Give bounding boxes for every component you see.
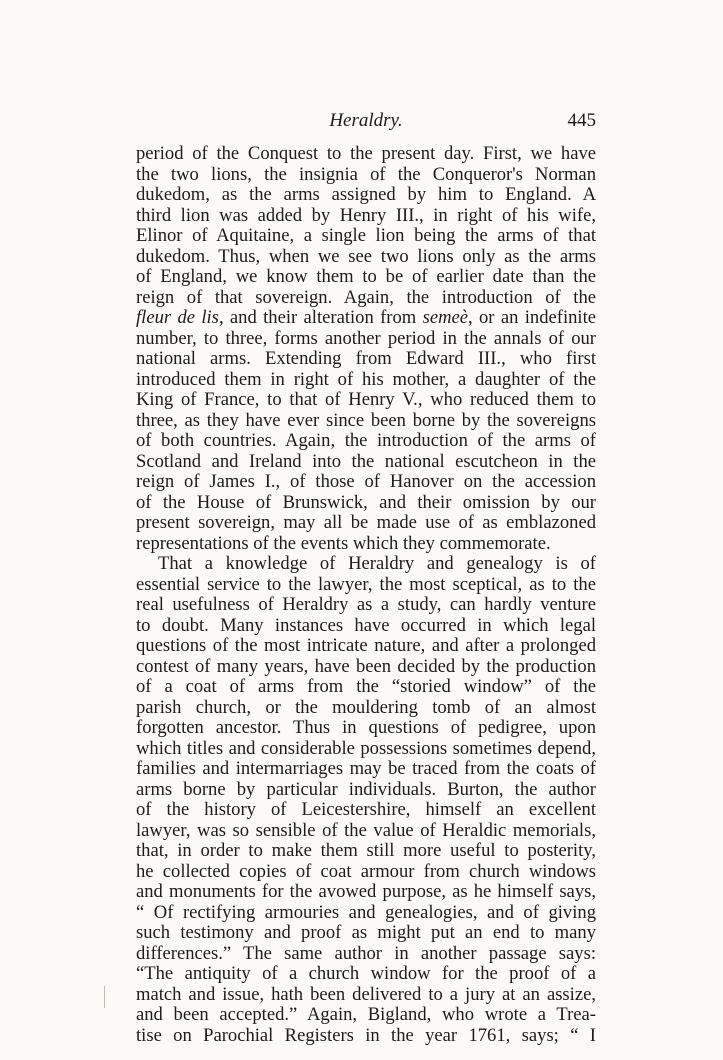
text-line: real usefulness of Heraldry as a study, can hardly venture [136, 594, 596, 615]
text-line: Elinor of Aquitaine, a single lion being the arms of that [136, 225, 596, 246]
text-line: present sovereign, may all be made use of as emblazoned [136, 512, 596, 533]
text-line: differences.” The same author in another passage says: [136, 942, 596, 964]
text-line: contest of many years, have been decided by the production [136, 655, 596, 677]
text-line: to doubt. Many instances have occurred in which legal [136, 614, 596, 636]
text-line: questions of the most intricate nature, and after a prolonged [136, 635, 596, 656]
text-line: tise on Parochial Registers in the year 1761, says; “ I [136, 1024, 596, 1046]
text-line: which titles and considerable possessions sometimes depend, [136, 737, 596, 759]
text-line: families and intermarriages may be traced from the coats of [136, 758, 596, 779]
text-line: third lion was added by Henry III., in right of his wife, [136, 204, 596, 226]
text-line: King of France, to that of Henry V., who reduced them to [136, 389, 596, 410]
text-line: “The antiquity of a church window for the proof of a [136, 963, 596, 984]
text-line: essential service to the lawyer, the most sceptical, as to the [136, 573, 596, 595]
text-line: dukedom. Thus, when we see two lions only as the arms [136, 245, 596, 267]
body-text [136, 144, 596, 1046]
text-line: fleur de lis, and their alteration from semeè, or an indefinite [136, 307, 596, 328]
text-line: that, in order to make them still more useful to posterity, [136, 840, 596, 861]
text-line: of a coat of arms from the “storied window” of the [136, 676, 596, 697]
text-line: representations of the events which they commemorate. [136, 532, 551, 554]
text-line: the two lions, the insignia of the Conqueror's Norman [136, 163, 596, 185]
text-line: arms borne by particular individuals. Burton, the author [136, 778, 596, 800]
running-title: Heraldry. [329, 110, 403, 131]
text-line: “ Of rectifying armouries and genealogies, and of giving [136, 901, 596, 923]
text-line: such testimony and proof as might put an end to many [136, 922, 596, 943]
page-number: 445 [567, 110, 596, 131]
page-header [136, 104, 596, 138]
text-line: Scotland and Ireland into the national escutcheon in the [136, 450, 596, 472]
text-line: introduced them in right of his mother, a daughter of the [136, 368, 596, 390]
text-line: period of the Conquest to the present day. First, we have [136, 143, 596, 164]
text-line: and been accepted.” Again, Bigland, who wrote a Trea- [136, 1004, 596, 1025]
text-line: national arms. Extending from Edward III., who first [136, 348, 596, 369]
text-line: forgotten ancestor. Thus in questions of pedigree, upon [136, 717, 596, 738]
text-line: of England, we know them to be of earlier date than the [136, 266, 596, 287]
text-line: parish church, or the mouldering tomb of an almost [136, 696, 596, 718]
text-line: three, as they have ever since been borne by the sovereigns [136, 409, 596, 431]
text-line: That a knowledge of Heraldry and genealogy is of [158, 553, 596, 574]
text-line: of the House of Brunswick, and their omission by our [136, 491, 596, 513]
text-line: number, to three, forms another period in the annals of our [136, 327, 596, 349]
text-line: reign of James I., of those of Hanover on the accession [136, 471, 596, 492]
text-line: of both countries. Again, the introduction of the arms of [136, 430, 596, 451]
text-line: lawyer, was so sensible of the value of Heraldic memorials, [136, 819, 596, 841]
text-line: and monuments for the avowed purpose, as he himself says, [136, 881, 596, 902]
text-line: match and issue, hath been delivered to a jury at an assize, [136, 983, 596, 1005]
text-line: dukedom, as the arms assigned by him to England. A [136, 184, 596, 205]
text-line: he collected copies of coat armour from church windows [136, 860, 596, 882]
text-line: of the history of Leicestershire, himself an excellent [136, 799, 596, 820]
gutter-mark [104, 986, 105, 1008]
text-line: reign of that sovereign. Again, the introduction of the [136, 286, 596, 308]
